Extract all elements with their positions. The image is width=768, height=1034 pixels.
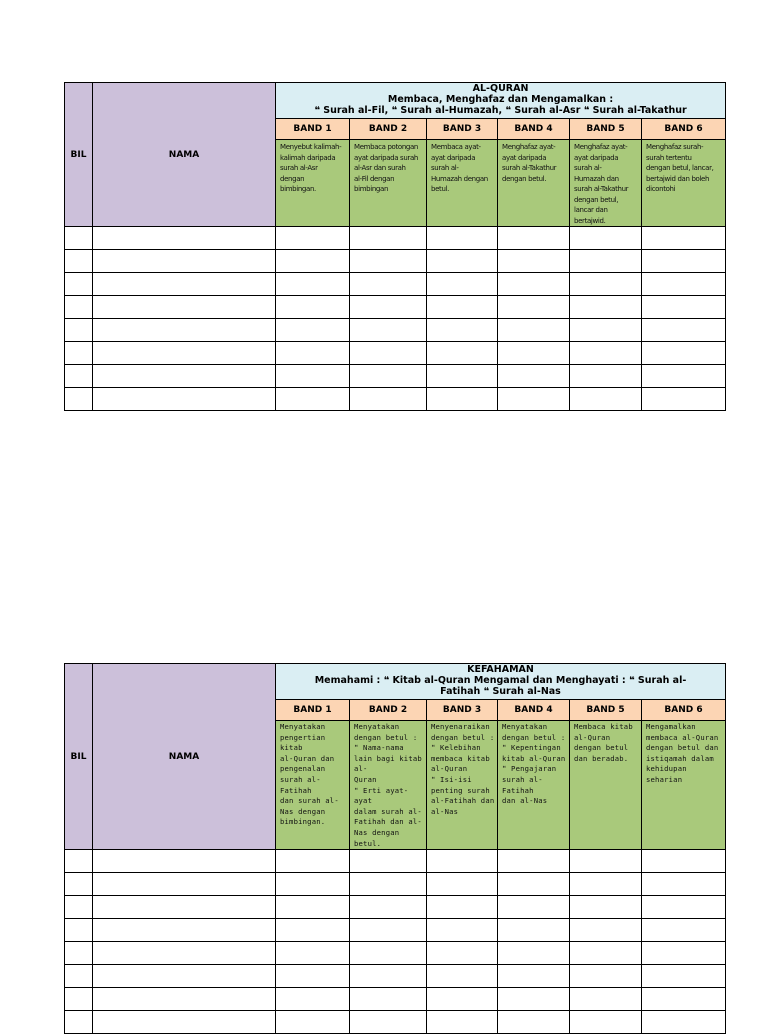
band-3-header: BAND 3 <box>427 700 498 721</box>
section-title: KEFAHAMAN <box>467 664 534 675</box>
bil-header: BIL <box>65 83 93 227</box>
band-2-descriptor: Membaca potongan ayat daripada surah al-Asr dan surah al-Fil dengan bimbingan <box>350 140 427 227</box>
student-row <box>65 319 726 342</box>
nama-header: NAMA <box>93 83 276 227</box>
band-6-header: BAND 6 <box>642 119 726 140</box>
band-5-header: BAND 5 <box>570 700 642 721</box>
band-5-header: BAND 5 <box>570 119 642 140</box>
band-2-header: BAND 2 <box>350 119 427 140</box>
student-row <box>65 942 726 965</box>
student-row <box>65 850 726 873</box>
section-title: AL-QURAN <box>472 83 529 94</box>
band-5-descriptor: Membaca kitab al-Quran dengan betul dan beradab. <box>570 721 642 850</box>
student-row <box>65 342 726 365</box>
student-row <box>65 365 726 388</box>
band-4-descriptor: Menghafaz ayat- ayat daripada surah al-Takathur dengan betul. <box>498 140 570 227</box>
section-subtitle-line1: Membaca, Menghafaz dan Mengamalkan : <box>387 94 614 105</box>
section-subtitle-line1: Memahami : ❝ Kitab al-Quran Mengamal dan Menghayati : ❝ Surah al- <box>314 675 687 686</box>
student-row <box>65 1011 726 1034</box>
band-1-header: BAND 1 <box>276 119 350 140</box>
assessment-table-kefahaman <box>64 663 726 1034</box>
band-3-descriptor: Membaca ayat- ayat daripada surah al- Humazah dengan betul. <box>427 140 498 227</box>
assessment-table-alquran <box>64 82 726 411</box>
student-row <box>65 388 726 411</box>
band-4-descriptor: Menyatakan dengan betul : ❝ Kepentingan kitab al-Quran ❝ Pengajaran surah al-Fatihah dan al-Nas <box>498 721 570 850</box>
band-5-descriptor: Menghafaz ayat- ayat daripada surah al- Humazah dan surah al-Takathur dengan betul, lancar dan bertajwid. <box>570 140 642 227</box>
band-6-descriptor: Menghafaz surah- surah tertentu dengan betul, lancar, bertajwid dan boleh dicontohi <box>642 140 726 227</box>
section-subtitle-line2: Fatihah ❝ Surah al-Nas <box>440 686 561 697</box>
band-1-descriptor: Menyebut kalimah- kalimah daripada surah al-Asr dengan bimbingan. <box>276 140 350 227</box>
bil-header: BIL <box>65 664 93 850</box>
band-1-descriptor: Menyatakan pengertian kitab al-Quran dan pengenalan surah al-Fatihah dan surah al- Nas dengan bimbingan. <box>276 721 350 850</box>
band-4-header: BAND 4 <box>498 119 570 140</box>
student-row <box>65 988 726 1011</box>
student-row <box>65 273 726 296</box>
student-row <box>65 873 726 896</box>
band-6-header: BAND 6 <box>642 700 726 721</box>
student-row <box>65 965 726 988</box>
band-4-header: BAND 4 <box>498 700 570 721</box>
student-row <box>65 296 726 319</box>
student-row <box>65 227 726 250</box>
band-6-descriptor: Mengamalkan membaca al-Quran dengan betul dan istiqamah dalam kehidupan seharian <box>642 721 726 850</box>
band-2-descriptor: Menyatakan dengan betul : ❝ Nama-nama lain bagi kitab al- Quran ❝ Erti ayat-ayat dalam surah al- Fatihah dan al- Nas dengan betul. <box>350 721 427 850</box>
section-header <box>276 664 726 700</box>
nama-header: NAMA <box>93 664 276 850</box>
band-1-header: BAND 1 <box>276 700 350 721</box>
student-row <box>65 896 726 919</box>
section-header <box>276 83 726 119</box>
band-3-descriptor: Menyenaraikan dengan betul : ❝ Kelebihan membaca kitab al-Quran ❝ Isi-isi penting surah al-Fatihah dan al-Nas <box>427 721 498 850</box>
student-row <box>65 919 726 942</box>
band-2-header: BAND 2 <box>350 700 427 721</box>
band-3-header: BAND 3 <box>427 119 498 140</box>
section-subtitle-line2: ❝ Surah al-Fil, ❝ Surah al-Humazah, ❝ Surah al-Asr ❝ Surah al-Takathur <box>314 105 687 116</box>
student-row <box>65 250 726 273</box>
